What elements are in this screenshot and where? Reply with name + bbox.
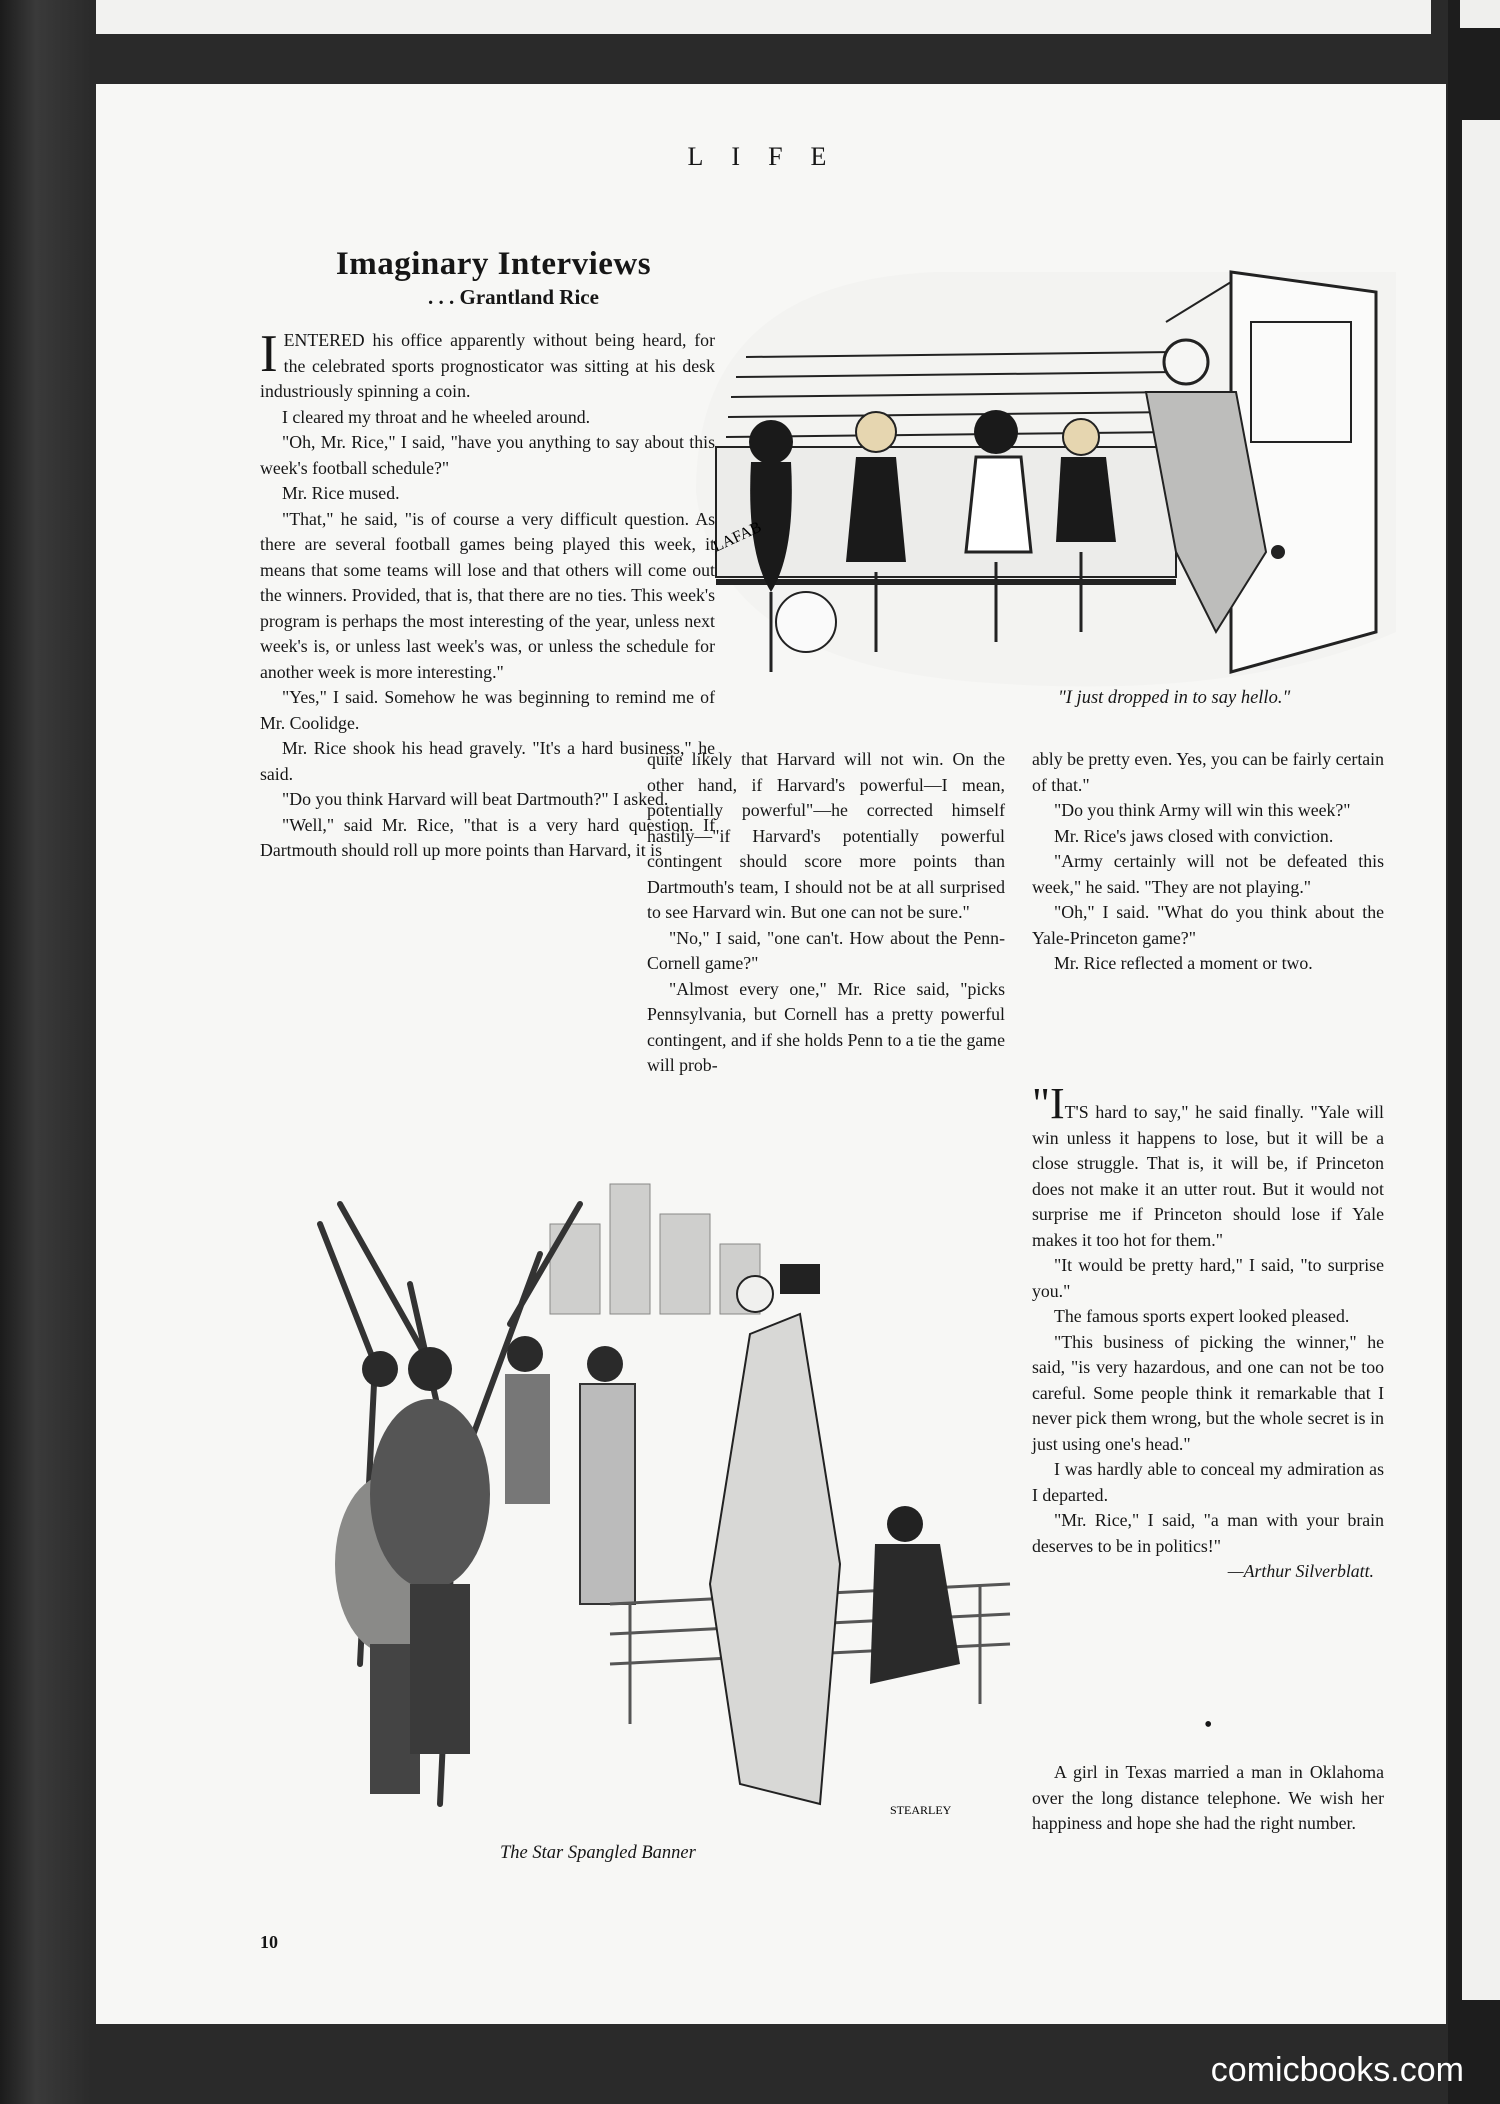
cartoon2-caption: The Star Spangled Banner (500, 1843, 696, 1863)
article-column-3 (1032, 747, 1384, 977)
watermark: comicbooks.com (1210, 2051, 1464, 2089)
paragraph: ably be pretty even. Yes, you can be fairly certain of that." (1032, 749, 1384, 795)
paragraph: "This business of picking the winner," he said, "is very hazardous, and one can not be too careful. Some people think it remarkable that I never pick them wrong, but the whole secret is in just using one's head." (1032, 1331, 1384, 1454)
magazine-title: LIFE (687, 142, 855, 171)
filler-item (1032, 1760, 1384, 1837)
paragraph: "Almost every one," Mr. Rice said, "picks Pennsylvania, but Cornell has a pretty powerful contingent, and if she holds Penn to a tie the game will prob- (647, 978, 1006, 1075)
article-title: Imaginary Interviews (335, 246, 652, 282)
paragraph-text: T'S hard to say," he said finally. "Yale will win unless it happens to lose, but it will be a close struggle. That is, it will be, if Princeton does not make it an utter rout. But it would not surprise me if Princeton should lose if Yale makes it too hot for them." (1032, 1102, 1384, 1250)
paragraph (1032, 1079, 1384, 1253)
magazine-page (96, 84, 1446, 2024)
scan-left-edge (0, 0, 90, 2104)
cartoon1-caption: "I just dropped in to say hello." (1058, 688, 1291, 708)
paragraph: "It would be pretty hard," I said, "to surprise you." (1032, 1255, 1384, 1301)
paragraph: "Army certainly will not be defeated this week," he said. "They are not playing." (1032, 851, 1384, 897)
paragraph: "Do you think Army will win this week?" (1054, 800, 1351, 820)
cartoon1-signature: LAFAB (710, 518, 765, 556)
article-byline: . . . Grantland Rice (428, 285, 599, 309)
paragraph: "Mr. Rice," I said, "a man with your brain deserves to be in politics!" (1032, 1510, 1384, 1556)
paragraph: "Do you think Harvard will beat Dartmouth?" I asked. (282, 789, 669, 809)
cartoon2-signature: STEARLEY (890, 1803, 952, 1817)
article-column-2 (647, 747, 1005, 1079)
separator-bullet: • (1204, 1712, 1213, 1738)
park-band-cartoon (280, 1164, 1016, 1832)
paragraph: Mr. Rice reflected a moment or two. (1054, 953, 1313, 973)
paragraph: Mr. Rice mused. (282, 483, 400, 503)
article-column-4 (1032, 1079, 1384, 1585)
article-headline (276, 246, 711, 310)
drop-cap: "I (1032, 1079, 1065, 1128)
paragraph: I cleared my throat and he wheeled around. (282, 406, 591, 427)
scan-right-white (1462, 120, 1500, 2000)
drop-cap: I (260, 325, 278, 383)
paragraph: "No," I said, "one can't. How about the Penn-Cornell game?" (647, 927, 1005, 973)
scan-top-strip (96, 0, 1431, 34)
paragraph: The famous sports expert looked pleased. (1054, 1306, 1350, 1326)
paragraph: "Yes," I said. Somehow he was beginning to remind me of Mr. Coolidge. (260, 687, 715, 733)
paragraph: I was hardly able to conceal my admiration as I departed. (1032, 1459, 1384, 1505)
filler-text: A girl in Texas married a man in Oklahoma over the long distance telephone. We wish her happiness and hope she had the right number. (1032, 1762, 1384, 1833)
page-number: 10 (260, 1932, 278, 1952)
paragraph: quite likely that Harvard will not win. On the other hand, if Harvard's powerful—I mean, potentially powerful"—he corrected himself hastily—"if Harvard's potentially powerful contingent should score more points than Dartmouth's team, I should not be at all surprised to see Harvard win. But one can not be sure." (647, 749, 1005, 922)
paragraph: Mr. Rice's jaws closed with conviction. (1054, 825, 1334, 846)
paragraph: "Well," said Mr. Rice, "that is a very hard question. If Dartmouth should roll up more points than Harvard, it is (260, 814, 715, 860)
paragraph: "That," he said, "is of course a very difficult question. As there are several football games being played this week, it means that some teams will lose and that others will come out the winners. Provided, that is, that there are no ties. This week's program is perhaps the most interesting of the year, unless next week's is, or unless last week's was, or unless the schedule for another week is more interesting." (260, 508, 715, 682)
paragraph: "Oh, Mr. Rice," I said, "have you anything to say about this week's football schedule?" (260, 432, 715, 478)
scan-right-strip (1460, 0, 1500, 28)
author-signature: —Arthur Silverblatt. (1227, 1561, 1374, 1581)
paragraph (260, 325, 715, 405)
paragraph-text: ENTERED his office apparently without being heard, for the celebrated sports prognosticator was sitting at his desk industriously spinning a coin. (260, 330, 715, 401)
switchboard-cartoon (676, 252, 1396, 712)
paragraph: "Oh," I said. "What do you think about the Yale-Princeton game?" (1032, 902, 1384, 948)
paragraph: Mr. Rice shook his head gravely. "It's a hard business," he said. (260, 738, 715, 784)
